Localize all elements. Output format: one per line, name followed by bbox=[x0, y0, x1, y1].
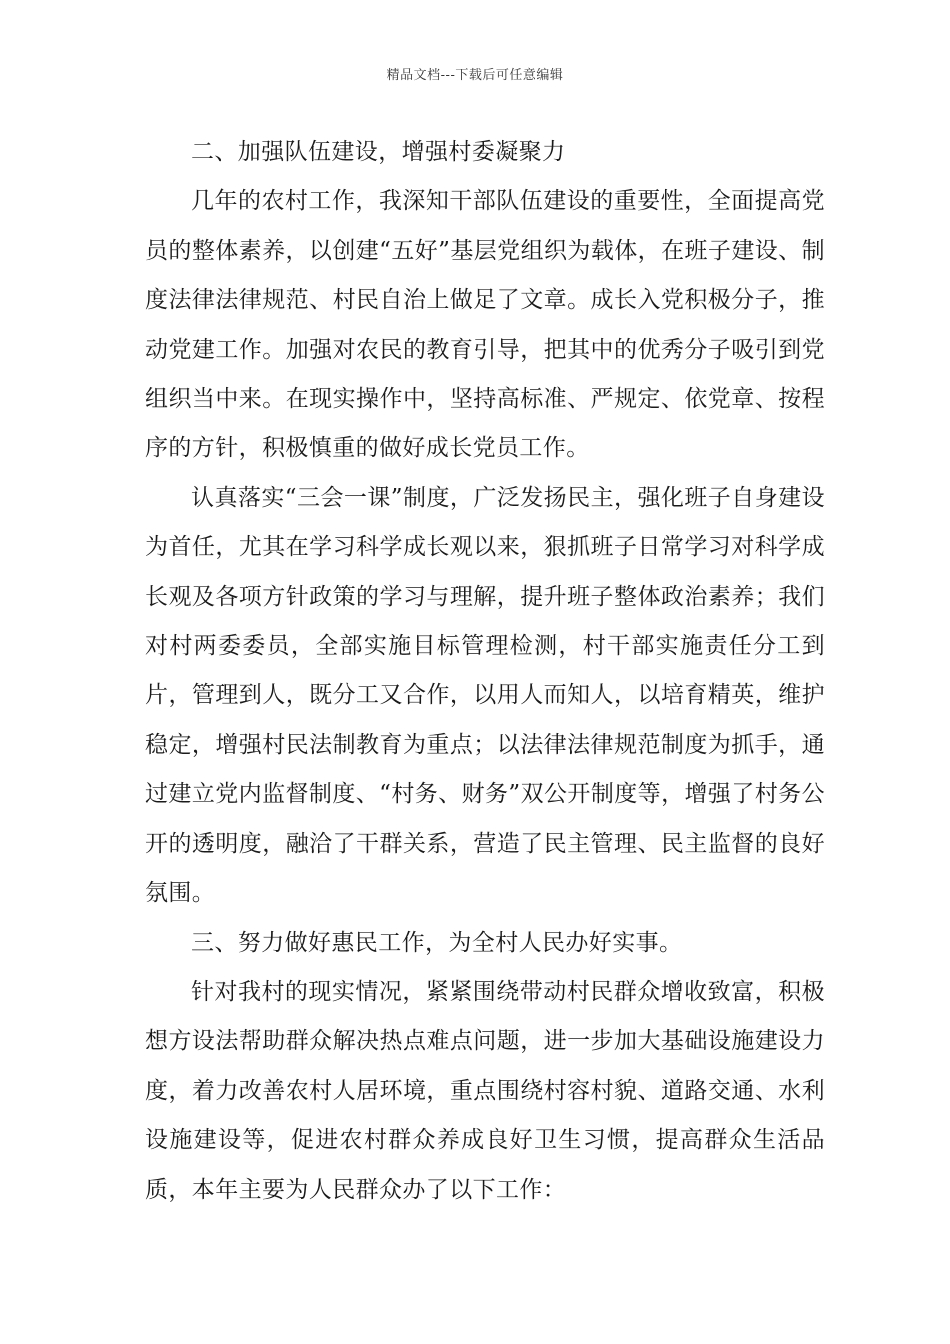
body-paragraph: 认真落实“三会一课”制度，广泛发扬民主，强化班子自身建设为首任，尤其在学习科学成长观以来，狠抓班子日常学习对科学成长观及各项方针政策的学习与理解，提升班子整体政治素养；我们对村两委委员，全部实施目标管理检测，村干部实施责任分工到片，管理到人，既分工又合作，以用人而知人，以培育精英，维护稳定，增强村民法制教育为重点；以法律法律规范制度为抓手，通过建立党内监督制度、“村务、财务”双公开制度等，增强了村务公开的透明度，融洽了干群关系，营造了民主管理、民主监督的良好氛围。 bbox=[145, 484, 825, 907]
section-heading-3: 三、努力做好惠民工作，为全村人民办好实事。 bbox=[191, 929, 683, 956]
page-header: 精品文档---下载后可任意编辑 bbox=[386, 68, 564, 83]
document-body bbox=[145, 128, 825, 1215]
body-paragraph: 针对我村的现实情况，紧紧围绕带动村民群众增收致富，积极想方设法帮助群众解决热点难点问题，进一步加大基础设施建设力度，着力改善农村人居环境，重点围绕村容村貌、道路交通、水利设施建设等，促进农村群众养成良好卫生习惯，提高群众生活品质，本年主要为人民群众办了以下工作： bbox=[145, 978, 825, 1203]
body-paragraph: 几年的农村工作，我深知干部队伍建设的重要性，全面提高党员的整体素养，以创建“五好”基层党组织为载体，在班子建设、制度法律法律规范、村民自治上做足了文章。成长入党积极分子，推动党建工作。加强对农民的教育引导，把其中的优秀分子吸引到党组织当中来。在现实操作中，坚持高标准、严规定、依党章、按程序的方针，积极慎重的做好成长党员工作。 bbox=[145, 188, 825, 462]
section-heading-2: 二、加强队伍建设，增强村委凝聚力 bbox=[191, 139, 566, 165]
